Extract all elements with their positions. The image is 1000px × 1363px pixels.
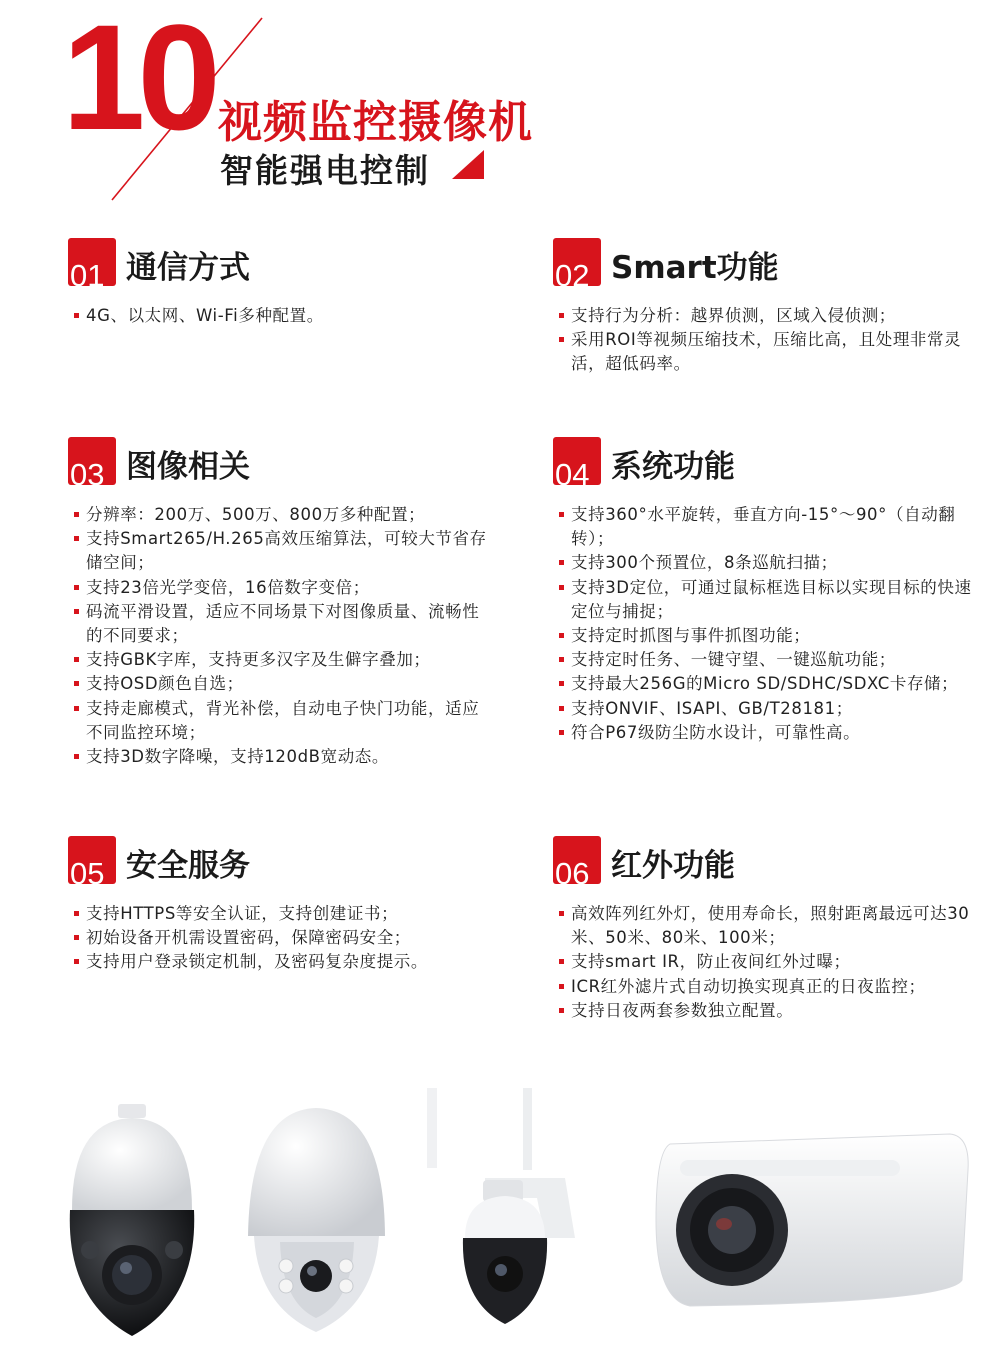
list-item: 初始设备开机需设置密码，保障密码安全； (68, 926, 488, 950)
section-number-badge: 03 (68, 437, 116, 485)
list-item: 支持最大256G的Micro SD/SDHC/SDXC卡存储； (553, 672, 973, 696)
list-item: 支持OSD颜色自选； (68, 672, 488, 696)
triangle-icon (452, 150, 486, 180)
section-number-badge: 01 (68, 238, 116, 286)
feature-list (68, 304, 488, 328)
list-item: 采用ROI等视频压缩技术，压缩比高，且处理非常灵活，超低码率。 (553, 328, 973, 376)
section-title: Smart功能 (611, 250, 779, 286)
list-item: 符合P67级防尘防水设计，可靠性高。 (553, 721, 973, 745)
section-number-badge: 02 (553, 238, 601, 286)
list-item: 支持300个预置位，8条巡航扫描； (553, 551, 973, 575)
feature-list (68, 503, 488, 769)
list-item: 支持23倍光学变倍，16倍数字变倍； (68, 576, 488, 600)
section-header (68, 238, 488, 286)
list-item: 支持Smart265/H.265高效压缩算法，可较大节省存储空间； (68, 527, 488, 575)
section-system (553, 437, 973, 745)
wireless-ptz-camera-image (425, 1088, 585, 1338)
section-communication (68, 238, 488, 328)
section-title: 图像相关 (126, 449, 250, 485)
list-item: 支持日夜两套参数独立配置。 (553, 999, 973, 1023)
section-header (68, 836, 488, 884)
list-item: 支持行为分析：越界侦测，区域入侵侦测； (553, 304, 973, 328)
section-header (68, 437, 488, 485)
page-title: 视频监控摄像机 (218, 97, 533, 148)
list-item: 支持GBK字库，支持更多汉字及生僻字叠加； (68, 648, 488, 672)
section-number-badge: 04 (553, 437, 601, 485)
list-item: 支持ONVIF、ISAPI、GB/T28181； (553, 697, 973, 721)
list-item: 码流平滑设置，适应不同场景下对图像质量、流畅性的不同要求； (68, 600, 488, 648)
list-item: 支持3D数字降噪，支持120dB宽动态。 (68, 745, 488, 769)
page-number: 10 (62, 0, 213, 161)
feature-list (553, 304, 973, 377)
section-image (68, 437, 488, 769)
feature-list (553, 503, 973, 745)
list-item: 支持smart IR，防止夜间红外过曝； (553, 950, 973, 974)
section-header (553, 238, 973, 286)
feature-list (553, 902, 973, 1023)
section-title: 安全服务 (126, 848, 250, 884)
page-subtitle: 智能强电控制 (220, 151, 430, 190)
list-item: 支持走廊模式，背光补偿，自动电子快门功能，适应不同监控环境； (68, 697, 488, 745)
section-security (68, 836, 488, 975)
list-item: 高效阵列红外灯，使用寿命长，照射距离最远可达30米、50米、80米、100米； (553, 902, 973, 950)
list-item: 支持定时任务、一键守望、一键巡航功能； (553, 648, 973, 672)
list-item: 支持定时抓图与事件抓图功能； (553, 624, 973, 648)
list-item: 支持HTTPS等安全认证，支持创建证书； (68, 902, 488, 926)
section-infrared (553, 836, 973, 1023)
section-number-badge: 06 (553, 836, 601, 884)
section-number-badge: 05 (68, 836, 116, 884)
ptz-dome-camera-white-image (244, 1106, 389, 1336)
section-title: 红外功能 (611, 848, 735, 884)
section-smart (553, 238, 973, 377)
ptz-dome-camera-dark-image (62, 1100, 202, 1340)
section-header (553, 836, 973, 884)
list-item: 支持360°水平旋转，垂直方向-15°～90°（自动翻转）； (553, 503, 973, 551)
section-title: 通信方式 (126, 250, 250, 286)
bullet-camera-image (650, 1130, 972, 1310)
list-item: 支持3D定位，可通过鼠标框选目标以实现目标的快速定位与捕捉； (553, 576, 973, 624)
list-item: 支持用户登录锁定机制，及密码复杂度提示。 (68, 950, 488, 974)
feature-list (68, 902, 488, 975)
list-item: ICR红外滤片式自动切换实现真正的日夜监控； (553, 975, 973, 999)
list-item: 分辨率：200万、500万、800万多种配置； (68, 503, 488, 527)
section-title: 系统功能 (611, 449, 735, 485)
section-header (553, 437, 973, 485)
list-item: 4G、以太网、Wi-Fi多种配置。 (68, 304, 488, 328)
